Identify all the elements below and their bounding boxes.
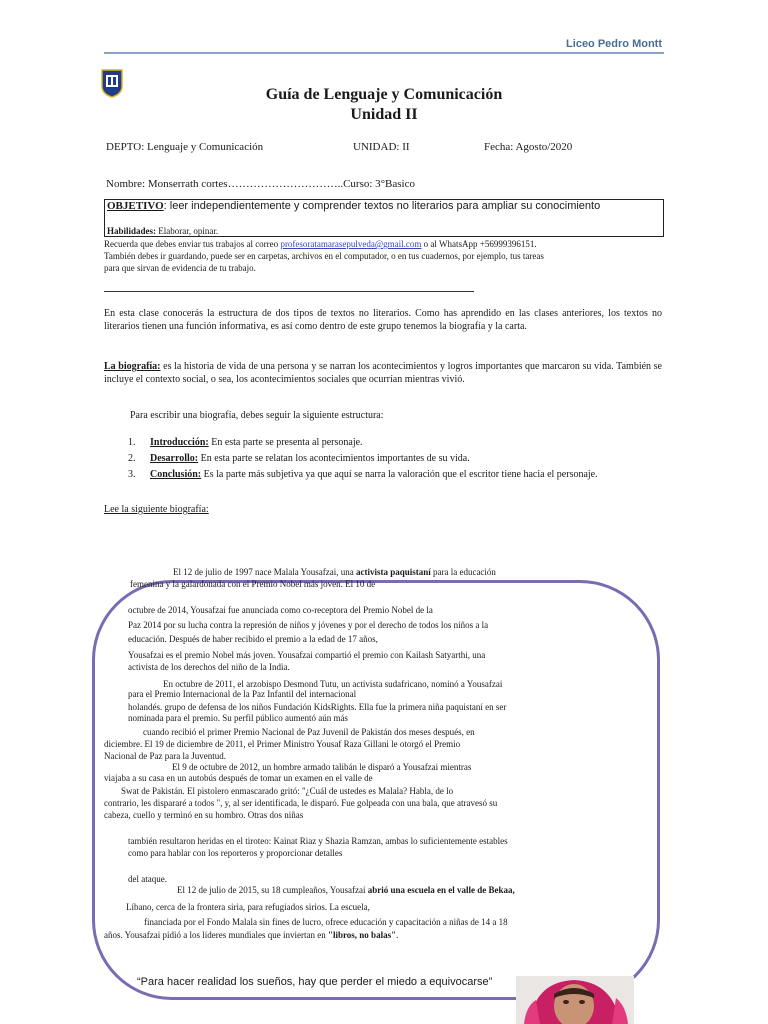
biografia-text: es la historia de vida de una persona y se narran los acontecimientos y logros importantes que marcaron su vida. También se incluye el contexto social, o sea, los acontecimientos sociales que ocurrían mientras vivió. <box>104 361 662 385</box>
separator-line <box>104 291 474 292</box>
bio-line: femenina y la galardonada con el Premio Nobel más joven. El 10 de <box>130 579 376 589</box>
bio-line: octubre de 2014, Yousafzai fue anunciada como co-receptora del Premio Nobel de la <box>128 605 433 615</box>
list-item: 2. Desarrollo: En esta parte se relatan los acontecimientos importantes de su vida. <box>128 453 470 464</box>
habilidades-label: Habilidades: <box>107 226 157 236</box>
bio-line: también resultaron heridas en el tiroteo: Kainat Riaz y Shazia Ramzan, ambas lo suficientemente estables <box>128 836 508 846</box>
recuerda-line3: para que sirvan de evidencia de tu trabajo. <box>104 263 256 273</box>
bio-line: Líbano, cerca de la frontera siria, para refugiados sirios. La escuela, <box>126 902 370 912</box>
estructura-list <box>128 436 662 481</box>
page-subtitle: Unidad II <box>350 106 418 123</box>
bio-line: cuando recibió el primer Premio Nacional de Paz Juvenil de Pakistán dos meses después, en <box>143 727 475 737</box>
bio-line: diciembre. El 19 de diciembre de 2011, el Primer Ministro Yousaf Raza Gillani le otorgó el Premio <box>104 739 461 749</box>
recuerda-pre: Recuerda que debes enviar tus trabajos al correo <box>104 239 281 249</box>
lee-instruction: Lee la siguiente biografía: <box>104 504 209 515</box>
bio-line: del ataque. <box>128 874 167 884</box>
bio-line: El 12 de julio de 1997 nace Malala Yousafzai, una activista paquistaní para la educación <box>173 567 496 577</box>
bio-line: financiada por el Fondo Malala sin fines de lucro, ofrece educación y capacitación a niñas de 14 a 18 <box>144 917 508 927</box>
bio-line: Yousafzai es el premio Nobel más joven. Yousafzai compartió el premio con Kailash Satyarthi, una <box>128 650 486 660</box>
bio-line: Swat de Pakistán. El pistolero enmascarado gritó: "¿Cuál de ustedes es Malala? Habla, de lo <box>121 786 454 796</box>
bio-line: años. Yousafzai pidió a los líderes mundiales que inviertan en "libros, no balas". <box>104 930 399 940</box>
objetivo-text <box>107 200 663 213</box>
bio-line: holandés. grupo de defensa de los niños Fundación KidsRights. Ella fue la primera niña paquistaní en ser <box>128 702 507 712</box>
meta-nombre: Nombre: Monserrath cortes…………………………..Curso: 3°Basico <box>106 178 415 190</box>
page-title: Guía de Lenguaje y Comunicación <box>265 86 503 103</box>
recuerda-line2: También debes ir guardando, puede ser en carpetas, archivos en el computador, o en tus cuadernos, por ejemplo, tus tareas <box>104 251 544 261</box>
email-link[interactable]: profesoratamarasepulveda@gmail.com <box>280 239 422 249</box>
bio-line: como para hablar con los reporteros y proporcionar detalles <box>128 848 343 858</box>
biografia-label: La biografía: <box>104 361 161 372</box>
recuerda-post: o al WhatsApp +56999396151. <box>421 239 537 249</box>
meta-depto: DEPTO: Lenguaje y Comunicación <box>106 141 264 153</box>
malala-portrait <box>516 976 634 1024</box>
bio-line: Paz 2014 por su lucha contra la represión de niños y jóvenes y por el derecho de todos los niños a la <box>128 620 489 630</box>
objetivo-label: OBJETIVO <box>107 200 164 212</box>
recuerda-line1 <box>104 239 664 250</box>
meta-fecha: Fecha: Agosto/2020 <box>484 141 573 153</box>
intro-paragraph: En esta clase conocerás la estructura de dos tipos de textos no literarios. Como has aprendido en las clases anteriores, los textos no literarios tienen una función informativa, es así como dentro de este grupo tenemos la biografía y la carta. <box>104 308 662 332</box>
list-item: 3. Conclusión: Es la parte más subjetiva ya que aquí se narra la valoración que el escritor tiene hacia el personaje. <box>128 469 598 480</box>
list-item: 1. Introducción: En esta parte se presenta al personaje. <box>128 437 363 448</box>
bio-line: educación. Después de haber recibido el premio a la edad de 17 años, <box>128 634 378 644</box>
bio-line: cabeza, cuello y terminó en su hombro. Otras dos niñas <box>104 810 304 820</box>
habilidades <box>107 226 218 236</box>
bio-line: contrario, les dispararé a todos ", y, al ser identificada, le disparó. Fue golpeada con una bala, que atravesó su <box>104 798 498 808</box>
bio-line: Nacional de Paz para la Juventud. <box>104 751 226 761</box>
quote-text: “Para hacer realidad los sueños, hay que perder el miedo a equivocarse” <box>137 976 493 988</box>
bio-line: El 9 de octubre de 2012, un hombre armado talibán le disparó a Yousafzai mientras <box>172 762 472 772</box>
bio-line: viajaba a su casa en un autobús después de tomar un examen en el valle de <box>104 773 373 783</box>
meta-unidad: UNIDAD: II <box>353 141 410 153</box>
objetivo-body: : leer independientemente y comprender textos no literarios para ampliar su conocimiento <box>163 200 601 212</box>
bio-line: En octubre de 2011, el arzobispo Desmond Tutu, un activista sudafricano, nominó a Yousafzai <box>163 679 503 689</box>
estructura-text: Para escribir una biografía, debes seguir la siguiente estructura: <box>130 410 384 421</box>
bio-line: activista de los derechos del niño de la India. <box>128 662 290 672</box>
header-rule <box>104 52 664 54</box>
bio-line: El 12 de julio de 2015, su 18 cumpleaños, Yousafzai abrió una escuela en el valle de Bekaa, <box>177 885 515 895</box>
bio-line: nominada para el premio. Su perfil público aumentó aún más <box>128 713 348 723</box>
school-name: Liceo Pedro Montt <box>566 38 662 50</box>
habilidades-text: Elaborar, opinar. <box>156 226 219 236</box>
biografia-paragraph <box>104 360 662 386</box>
bio-line: para el Premio Internacional de la Paz Infantil del internacional <box>128 689 357 699</box>
